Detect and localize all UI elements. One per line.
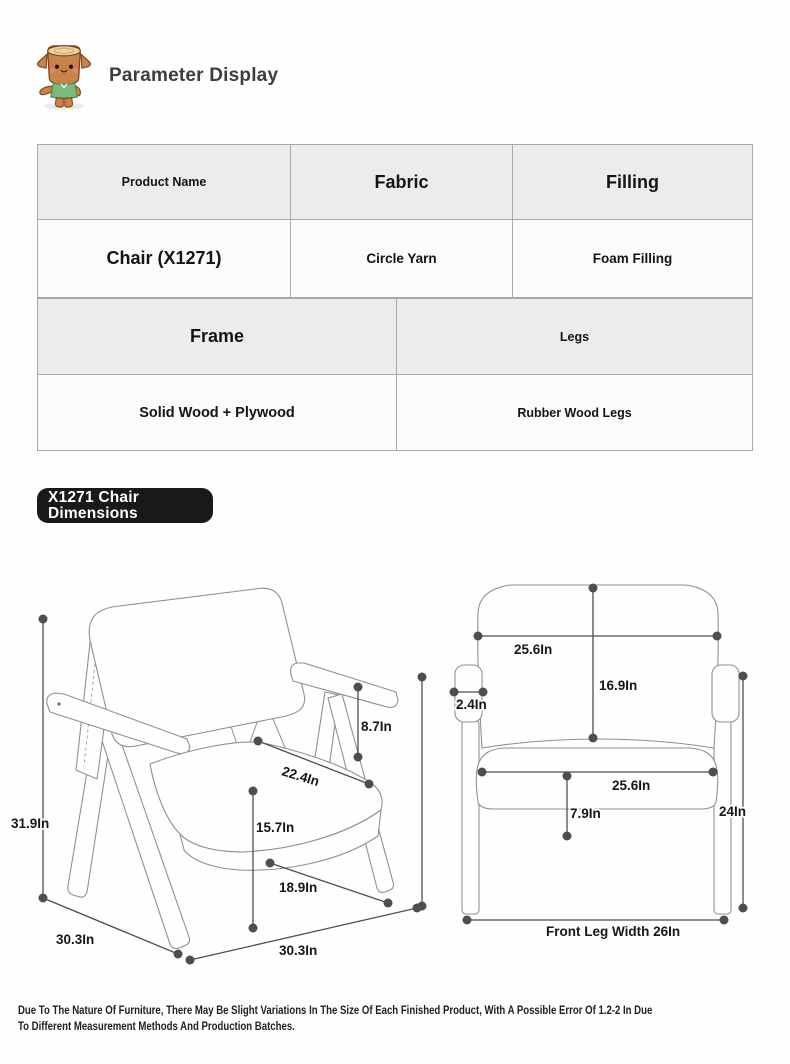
spec-header-fabric: Fabric	[291, 145, 513, 220]
spec-header-product-name: Product Name	[38, 145, 291, 220]
dimension-diagram	[0, 565, 790, 975]
dim-label-seat-height: 15.7In	[256, 820, 295, 835]
spec-table-group2	[37, 298, 753, 451]
disclaimer-line1: Due To The Nature Of Furniture, There May Be Slight Variations In The Size Of Each Finished Product, With A Possible Error Of 1.2-2 In Due	[18, 1003, 653, 1017]
spec-header-filling: Filling	[513, 145, 753, 220]
spec-value-product-name: Chair (X1271)	[38, 220, 291, 298]
dim-label-arm-above-seat: 8.7In	[361, 719, 392, 734]
dim-label-seat-diagonal: 22.4In	[280, 763, 322, 790]
dim-label-armrest-width: 2.4In	[456, 697, 487, 712]
badge-line1: X1271 Chair	[48, 489, 139, 506]
dim-label-back-height: 16.9In	[599, 678, 638, 693]
side-view-chair-drawing	[47, 588, 398, 948]
dim-label-arm-height: 24In	[719, 804, 747, 819]
spec-value-frame: Solid Wood + Plywood	[38, 375, 397, 451]
spec-value-filling: Foam Filling	[513, 220, 753, 298]
disclaimer	[18, 1003, 652, 1034]
dim-label-seat-thickness: 7.9In	[570, 806, 601, 821]
dimensions-badge	[37, 488, 213, 523]
disclaimer-line2: To Different Measurement Methods And Production Batches.	[18, 1018, 295, 1033]
spec-value-fabric: Circle Yarn	[291, 220, 513, 298]
page-header	[33, 40, 278, 112]
spec-header-frame: Frame	[38, 299, 397, 375]
dim-label-seat-width: 25.6In	[612, 778, 651, 793]
dim-label-floor-depth: 30.3In	[56, 932, 95, 947]
page-title: Parameter Display	[109, 65, 279, 86]
spec-header-legs: Legs	[397, 299, 753, 375]
dim-label-back-width: 25.6In	[514, 642, 553, 657]
front-view-chair-drawing	[455, 585, 739, 914]
badge-line2: Dimensions	[48, 505, 138, 522]
dim-label-floor-width: 30.3In	[279, 943, 318, 958]
mascot-icon	[33, 40, 95, 112]
dim-label-height: 31.9In	[11, 816, 50, 831]
dim-label-front-leg-width: Front Leg Width 26In	[546, 924, 681, 939]
spec-table-group1	[37, 144, 753, 298]
spec-value-legs: Rubber Wood Legs	[397, 375, 753, 451]
dim-label-front-edge: 18.9In	[279, 880, 318, 895]
